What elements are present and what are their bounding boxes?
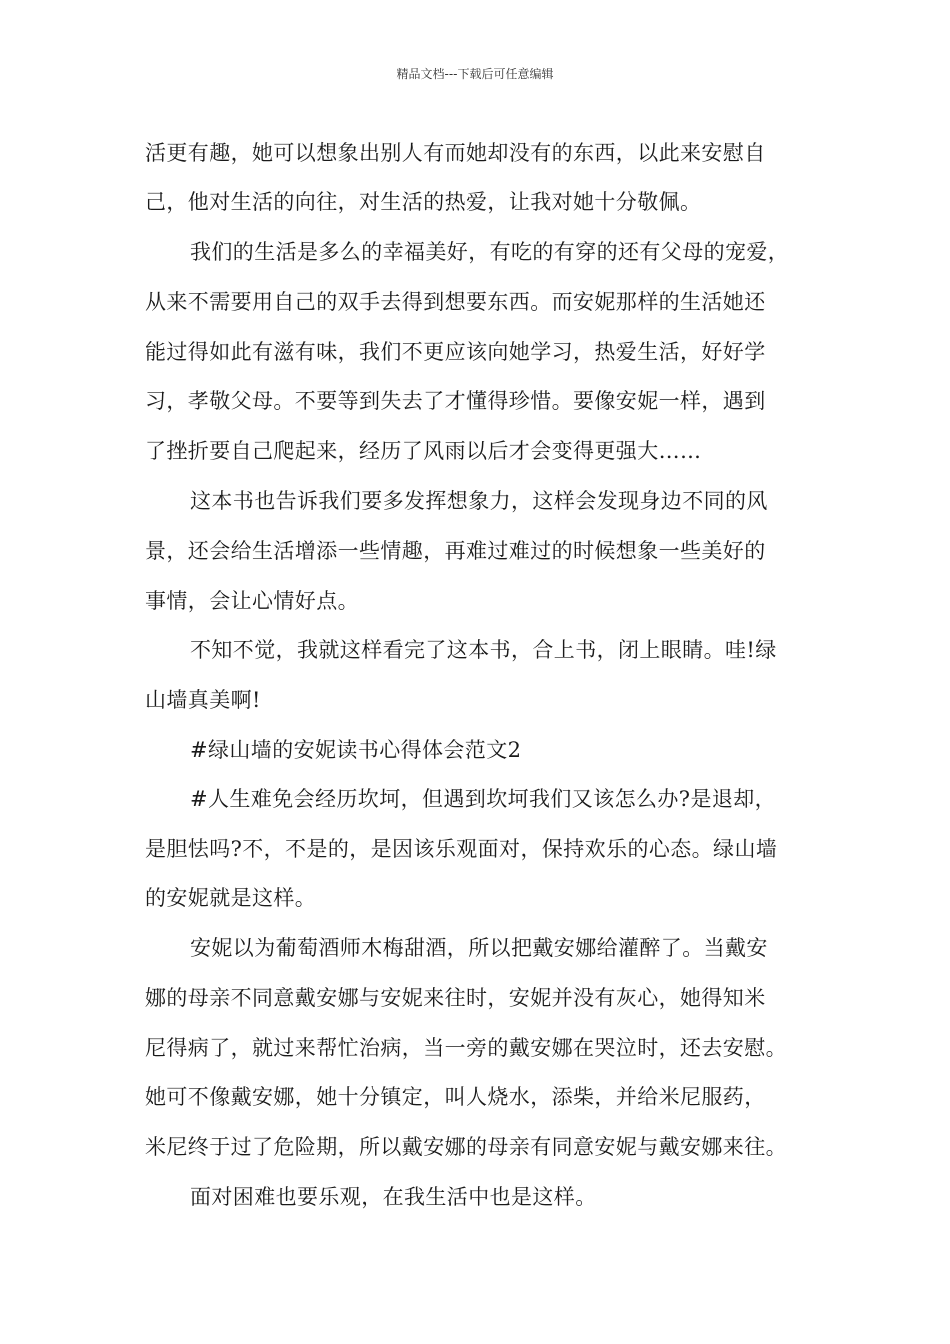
text-line: 米尼终于过了危险期，所以戴安娜的母亲有同意安妮与戴安娜来往。	[145, 1135, 787, 1159]
text-line: 景，还会给生活增添一些情趣，再难过难过的时候想象一些美好的	[145, 539, 766, 563]
paragraph-first-line: 不知不觉，我就这样看完了这本书，合上书，闭上眼睛。哇!绿	[190, 638, 777, 662]
text-line: 事情，会让心情好点。	[145, 589, 359, 613]
text-line: 是胆怯吗?不，不是的，是因该乐观面对，保持欢乐的心态。绿山墙	[145, 837, 778, 861]
text-line: 她可不像戴安娜，她十分镇定，叫人烧水，添柴，并给米尼服药，	[145, 1085, 766, 1109]
text-line: 己，他对生活的向往，对生活的热爱，让我对她十分敬佩。	[145, 190, 702, 214]
text-line: 娜的母亲不同意戴安娜与安妮来往时，安妮并没有灰心，她得知米	[145, 986, 766, 1010]
paragraph-first-line: #人生难免会经历坎坷，但遇到坎坷我们又该怎么办?是退却，	[190, 787, 777, 811]
text-line: 能过得如此有滋有味，我们不更应该向她学习，热爱生活，好好学	[145, 340, 766, 364]
text-line: 了挫折要自己爬起来，经历了风雨以后才会变得更强大……	[145, 439, 702, 463]
paragraph-first-line: 面对困难也要乐观，在我生活中也是这样。	[190, 1185, 597, 1209]
page-header: 精品文档---下载后可任意编辑	[396, 67, 554, 81]
text-line: 尼得病了，就过来帮忙治病，当一旁的戴安娜在哭泣时，还去安慰。	[145, 1036, 787, 1060]
paragraph-first-line: 这本书也告诉我们要多发挥想象力，这样会发现身边不同的风	[190, 489, 768, 513]
text-line: 活更有趣，她可以想象出别人有而她却没有的东西，以此来安慰自	[145, 141, 766, 165]
text-line: 的安妮就是这样。	[145, 886, 317, 910]
section-heading: #绿山墙的安妮读书心得体会范文2	[190, 738, 522, 762]
paragraph-first-line: 安妮以为葡萄酒师木梅甜酒，所以把戴安娜给灌醉了。当戴安	[190, 936, 768, 960]
text-line: 从来不需要用自己的双手去得到想要东西。而安妮那样的生活她还	[145, 290, 766, 314]
text-line: 习，孝敬父母。不要等到失去了才懂得珍惜。要像安妮一样，遇到	[145, 389, 766, 413]
paragraph-first-line: 我们的生活是多么的幸福美好，有吃的有穿的还有父母的宠爱，	[190, 240, 790, 264]
text-line: 山墙真美啊!	[145, 688, 261, 712]
